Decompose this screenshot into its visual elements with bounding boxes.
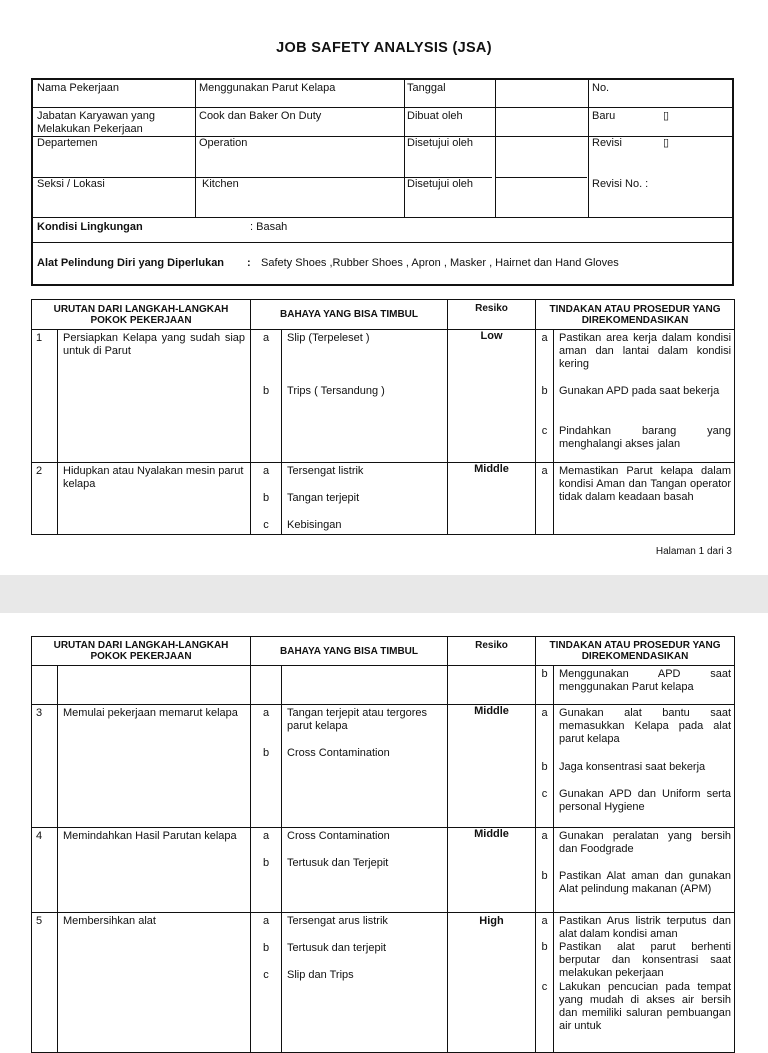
table-row [32, 913, 735, 1053]
jabatan-label: Jabatan Karyawan yang Melakukan Pekerjaan [37, 110, 156, 135]
hazard-list [282, 330, 448, 463]
list-letter: b [541, 941, 548, 953]
baru-checkbox: ▯ [663, 110, 670, 122]
risk-level [448, 666, 536, 705]
tanggal-label: Tanggal [407, 82, 446, 94]
hazard-letters [251, 330, 282, 463]
list-letter: c [541, 981, 548, 993]
seksi-label: Seksi / Lokasi [37, 178, 105, 190]
page-separator [0, 575, 768, 613]
action-letters [536, 913, 554, 1053]
step-description: Persiapkan Kelapa yang sudah siap untuk di Parut [58, 330, 251, 463]
info-divider [33, 136, 732, 137]
dibuat-label: Dibuat oleh [407, 110, 463, 122]
info-divider [495, 80, 496, 217]
table-row [32, 705, 735, 828]
action-item: Lakukan pencucian pada tempat yang mudah di akses air bersih dan memiliki saluran pembuangan air untuk [559, 981, 732, 1032]
kondisi-label: Kondisi Lingkungan [37, 221, 143, 233]
hazard-item: Trips ( Tersandung ) [287, 385, 385, 397]
action-list [554, 463, 735, 535]
list-letter: a [541, 332, 548, 344]
header-step: URUTAN DARI LANGKAH-LANGKAH POKOK PEKERJAAN [32, 637, 251, 666]
step-number: 2 [32, 463, 58, 535]
list-letter: c [541, 425, 548, 437]
nama-pekerjaan-label: Nama Pekerjaan [37, 82, 119, 94]
step-description [58, 666, 251, 705]
hazard-item: Tangan terjepit atau tergores parut kelapa [287, 707, 428, 732]
no-label: No. [592, 82, 610, 94]
action-item: Gunakan alat bantu saat memasukkan Kelapa pada alat parut kelapa [559, 707, 732, 745]
header-action: TINDAKAN ATAU PROSEDUR YANG DIREKOMENDASIKAN [536, 637, 735, 666]
list-letter: a [262, 332, 270, 344]
action-letters [536, 828, 554, 913]
seksi-value: Kitchen [202, 178, 239, 190]
list-letter: b [262, 747, 270, 759]
list-letter: b [262, 942, 270, 954]
list-letter: c [263, 519, 269, 531]
risk-level: Middle [448, 828, 536, 913]
action-list [554, 330, 735, 463]
hazard-list [282, 666, 448, 705]
hazard-item: Kebisingan [287, 519, 342, 531]
list-letter: b [541, 385, 548, 397]
action-item: Menggunakan APD saat menggunakan Parut kelapa [559, 668, 732, 693]
action-list [554, 828, 735, 913]
risk-level: Low [448, 330, 536, 463]
hazard-item: Tersengat listrik [287, 465, 364, 477]
header-hazard: BAHAYA YANG BISA TIMBUL [251, 300, 448, 330]
list-letter: b [541, 761, 548, 773]
kondisi-value: : Basah [250, 221, 288, 233]
list-letter: b [541, 668, 548, 680]
info-divider [33, 107, 732, 108]
hazard-item: Cross Contamination [287, 830, 390, 842]
step-number: 1 [32, 330, 58, 463]
action-letters [536, 463, 554, 535]
hazard-list [282, 828, 448, 913]
hazard-list [282, 463, 448, 535]
action-list [554, 666, 735, 705]
header-risk: Resiko [448, 637, 536, 666]
job-info-table [31, 78, 734, 286]
list-letter: a [262, 707, 270, 719]
header-action: TINDAKAN ATAU PROSEDUR YANG DIREKOMENDASIKAN [536, 300, 735, 330]
table-row [32, 330, 735, 463]
hazard-table-page-2 [31, 636, 735, 1053]
document-title: JOB SAFETY ANALYSIS (JSA) [276, 40, 492, 56]
hazard-list [282, 705, 448, 828]
action-item: Pindahkan barang yang menghalangi akses jalan [559, 425, 732, 450]
step-number: 3 [32, 705, 58, 828]
revisi-checkbox: ▯ [663, 137, 670, 149]
departemen-label: Departemen [37, 137, 98, 149]
action-item: Gunakan APD dan Uniform serta personal Hygiene [559, 788, 732, 813]
step-number: 5 [32, 913, 58, 1053]
action-item: Jaga konsentrasi saat bekerja [559, 761, 706, 773]
hazard-item: Tertusuk dan terjepit [287, 942, 387, 954]
action-item: Pastikan alat parut berhenti berputar dan konsentrasi saat melakukan pekerjaan [559, 941, 732, 979]
risk-level: Middle [448, 463, 536, 535]
action-item: Pastikan area kerja dalam kondisi aman dan lantai dalam kondisi kering [559, 332, 732, 370]
table-row [32, 828, 735, 913]
hazard-item: Tersengat arus listrik [287, 915, 388, 927]
step-number [32, 666, 58, 705]
header-risk: Resiko [448, 300, 536, 330]
jabatan-value: Cook dan Baker On Duty [199, 110, 322, 122]
page-number: Halaman 1 dari 3 [655, 546, 732, 557]
risk-level: High [448, 913, 536, 1053]
header-hazard: BAHAYA YANG BISA TIMBUL [251, 637, 448, 666]
list-letter: a [541, 707, 548, 719]
hazard-item: Cross Contamination [287, 747, 390, 759]
action-item: Gunakan APD pada saat bekerja [559, 385, 720, 397]
departemen-value: Operation [199, 137, 248, 149]
list-letter: b [262, 385, 270, 397]
hazard-table-page-1 [31, 299, 735, 535]
apd-value: Safety Shoes ,Rubber Shoes , Apron , Masker , Hairnet dan Hand Gloves [261, 257, 619, 269]
step-description: Memulai pekerjaan memarut kelapa [58, 705, 251, 828]
action-letters [536, 705, 554, 828]
action-item: Pastikan Alat aman dan gunakan Alat pelindung makanan (APM) [559, 870, 732, 895]
table-row [32, 666, 735, 705]
info-divider [33, 217, 732, 218]
table-row [32, 463, 735, 535]
apd-colon: : [247, 257, 251, 269]
revisi-label: Revisi [592, 137, 622, 149]
hazard-letters [251, 666, 282, 705]
hazard-item: Slip (Terpeleset ) [287, 332, 370, 344]
hazard-letters [251, 828, 282, 913]
hazard-item: Slip dan Trips [287, 969, 354, 981]
step-description: Hidupkan atau Nyalakan mesin parut kelapa [58, 463, 251, 535]
list-letter: b [541, 870, 548, 882]
info-divider [195, 80, 196, 217]
info-divider [404, 80, 405, 217]
header-step: URUTAN DARI LANGKAH-LANGKAH POKOK PEKERJAAN [32, 300, 251, 330]
list-letter: c [263, 969, 269, 981]
disetujui-label: Disetujui oleh [407, 178, 474, 190]
action-item: Memastikan Parut kelapa dalam kondisi Aman dan Tangan operator tidak dalam keadaan basah [559, 465, 732, 503]
hazard-letters [251, 463, 282, 535]
hazard-letters [251, 705, 282, 828]
apd-label: Alat Pelindung Diri yang Diperlukan [37, 257, 225, 269]
list-letter: a [262, 915, 270, 927]
list-letter: a [541, 915, 548, 927]
info-divider [495, 177, 587, 178]
hazard-item: Tangan terjepit [287, 492, 360, 504]
list-letter: a [262, 465, 270, 477]
action-letters [536, 666, 554, 705]
nama-pekerjaan-value: Menggunakan Parut Kelapa [199, 82, 336, 94]
info-divider [33, 242, 732, 243]
action-item: Pastikan Arus listrik terputus dan alat dalam kondisi aman [559, 915, 732, 940]
list-letter: a [262, 830, 270, 842]
hazard-list [282, 913, 448, 1053]
step-description: Memindahkan Hasil Parutan kelapa [58, 828, 251, 913]
action-list [554, 913, 735, 1053]
baru-label: Baru [592, 110, 616, 122]
hazard-letters [251, 913, 282, 1053]
list-letter: a [541, 465, 548, 477]
action-item: Gunakan peralatan yang bersih dan Foodgrade [559, 830, 732, 855]
document-page-2 [0, 613, 768, 1032]
action-list [554, 705, 735, 828]
risk-level: Middle [448, 705, 536, 828]
hazard-item: Tertusuk dan Terjepit [287, 857, 389, 869]
step-number: 4 [32, 828, 58, 913]
list-letter: b [262, 492, 270, 504]
action-letters [536, 330, 554, 463]
list-letter: a [541, 830, 548, 842]
disetujui-label: Disetujui oleh [407, 137, 474, 149]
step-description: Membersihkan alat [58, 913, 251, 1053]
list-letter: b [262, 857, 270, 869]
info-divider [588, 80, 589, 217]
list-letter: c [541, 788, 548, 800]
revisi-no-label: Revisi No. : [592, 178, 649, 190]
